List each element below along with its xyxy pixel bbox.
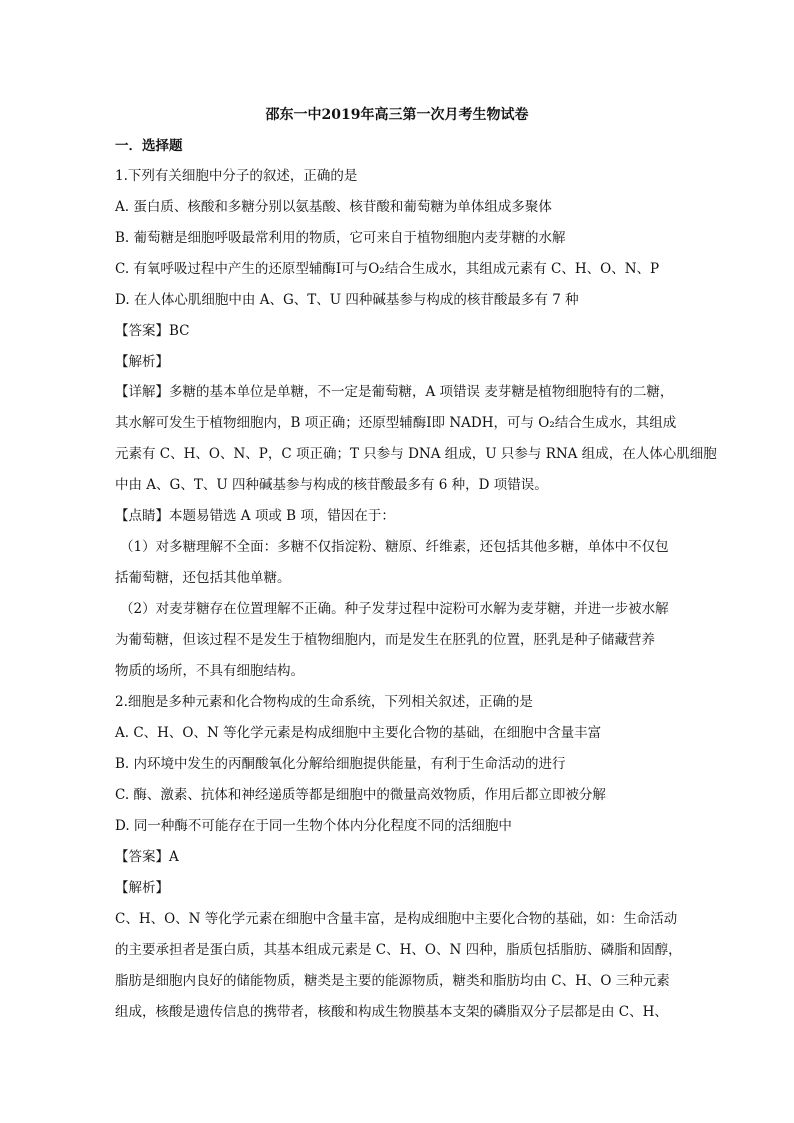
question-1-analysis-label: 【解析】 <box>115 354 169 370</box>
question-1-stem: 1.下列有关细胞中分子的叙述，正确的是 <box>115 168 358 184</box>
document-title: 邵东一中2019年高三第一次月考生物试卷 <box>265 107 529 123</box>
question-1-option-b: B. 葡萄糖是细胞呼吸最常利用的物质，它可来自于植物细胞内麦芽糖的水解 <box>115 230 566 246</box>
question-1-tip-line: （2）对麦芽糖存在位置理解不正确。种子发芽过程中淀粉可水解为麦芽糖，并进一步被水解 <box>120 601 669 617</box>
question-1-option-a: A. 蛋白质、核酸和多糖分别以氨基酸、核苷酸和葡萄糖为单体组成多聚体 <box>115 199 552 215</box>
question-1-option-c: C. 有氧呼吸过程中产生的还原型辅酶Ⅰ可与O₂结合生成水，其组成元素有 C、H、O、N、P <box>115 261 660 277</box>
question-1-tip-line: 括葡萄糖，还包括其他单糖。 <box>115 570 291 586</box>
question-2-explanation-line: 的主要承担者是蛋白质，其基本组成元素是 C、H、O、N 四种，脂质包括脂肪、磷脂和固醇， <box>115 942 682 958</box>
question-2-option-d: D. 同一种酶不可能存在于同一生物个体内分化程度不同的活细胞中 <box>115 818 512 834</box>
question-1-explanation-line: 元素有 C、H、O、N、P，C 项正确；T 只参与 DNA 组成，U 只参与 RNA 组成，在人体心肌细胞 <box>115 446 717 462</box>
question-1-tip-line: 物质的场所，不具有细胞结构。 <box>115 663 304 679</box>
question-1-tip-line: （1）对多糖理解不全面：多糖不仅指淀粉、糖原、纤维素，还包括其他多糖，单体中不仅包 <box>120 539 669 555</box>
question-2-option-a: A. C、H、O、N 等化学元素是构成细胞中主要化合物的基础，在细胞中含量丰富 <box>115 725 602 741</box>
question-1-option-d: D. 在人体心肌细胞中由 A、G、T、U 四种碱基参与构成的核苷酸最多有 7 种 <box>115 292 579 308</box>
question-1-tip-label: 【点睛】本题易错选 A 项或 B 项，错因在于： <box>115 508 395 524</box>
section-heading: 一．选择题 <box>115 138 183 154</box>
question-1-explanation-line: 中由 A、G、T、U 四种碱基参与构成的核苷酸最多有 6 种，D 项错误。 <box>115 477 548 493</box>
question-1-explanation-line: 【详解】多糖的基本单位是单糖，不一定是葡萄糖，A 项错误 麦芽糖是植物细胞特有的二糖， <box>115 384 674 400</box>
question-2-explanation-line: 组成，核酸是遗传信息的携带者，核酸和构成生物膜基本支架的磷脂双分子层都是由 C、H、 <box>115 1004 668 1020</box>
question-2-explanation-line: 脂肪是细胞内良好的储能物质，糖类是主要的能源物质，糖类和脂肪均由 C、H、O 三种元素 <box>115 973 670 989</box>
question-2-option-b: B. 内环境中发生的丙酮酸氧化分解给细胞提供能量，有利于生命活动的进行 <box>115 756 566 772</box>
question-1-tip-line: 为葡萄糖，但该过程不是发生于植物细胞内，而是发生在胚乳的位置，胚乳是种子储藏营养 <box>115 632 655 648</box>
question-1-explanation-line: 其水解可发生于植物细胞内，B 项正确；还原型辅酶Ⅰ即 NADH，可与 O₂结合生成水，其组成 <box>115 415 677 431</box>
question-1-answer: 【答案】BC <box>115 323 190 339</box>
question-2-analysis-label: 【解析】 <box>115 880 169 896</box>
question-2-explanation-line: C、H、O、N 等化学元素在细胞中含量丰富，是构成细胞中主要化合物的基础，如：生命活动 <box>115 911 678 927</box>
question-2-option-c: C. 酶、激素、抗体和神经递质等都是细胞中的微量高效物质，作用后都立即被分解 <box>115 787 606 803</box>
question-2-stem: 2.细胞是多种元素和化合物构成的生命系统，下列相关叙述，正确的是 <box>115 694 533 710</box>
question-2-answer: 【答案】A <box>115 849 179 865</box>
